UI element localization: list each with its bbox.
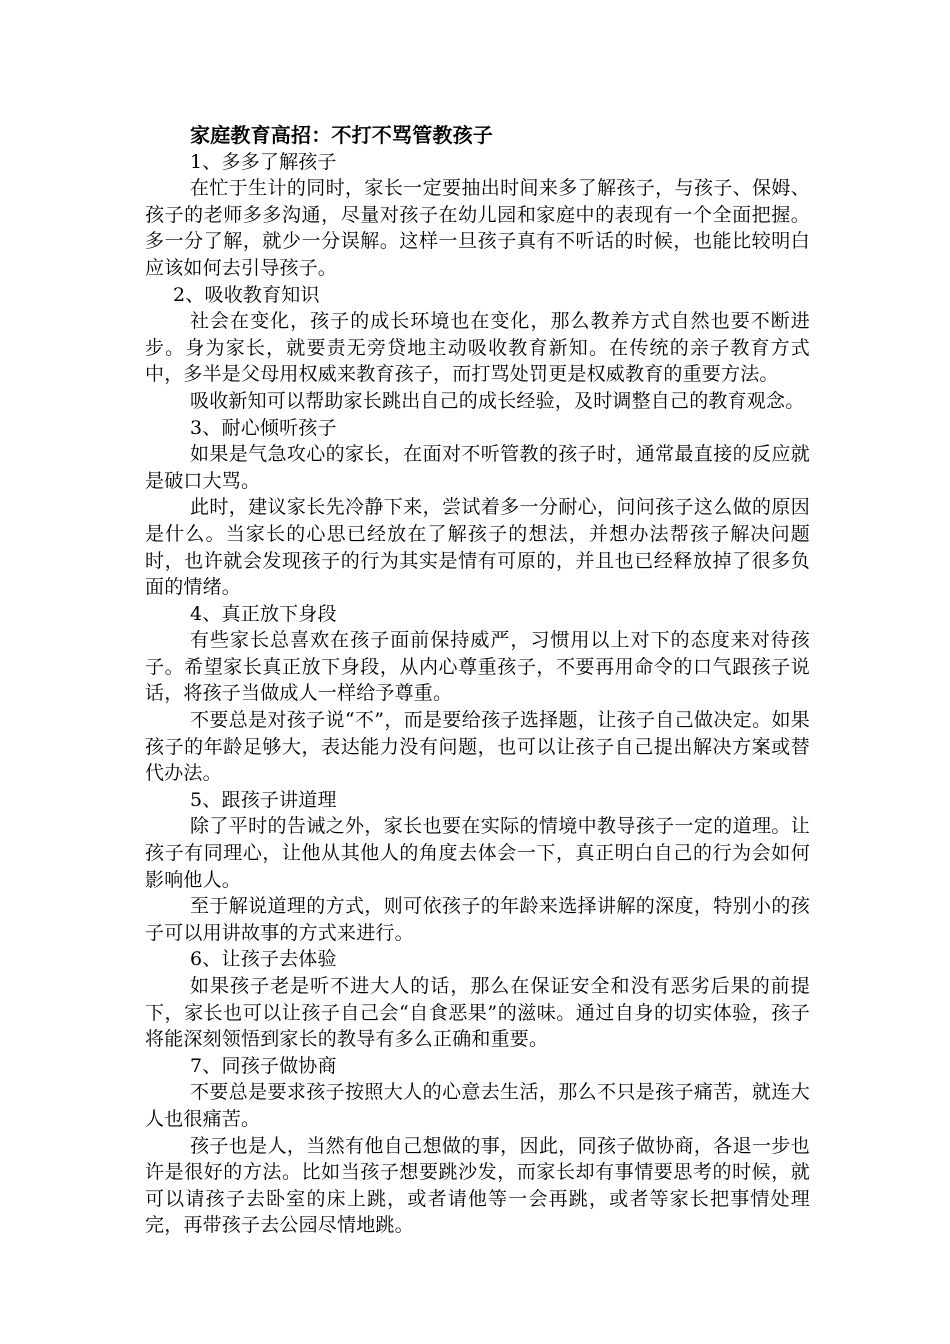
paragraph: 如果孩子老是听不进大人的话，那么在保证安全和没有恶劣后果的前提下，家长也可以让孩子自己会“自食恶果”的滋味。通过自身的切实体验，孩子将能深刻领悟到家长的教导有多么正确和重要。 xyxy=(145,975,810,1051)
document-page xyxy=(145,122,810,1239)
section-heading-2: 2、吸收教育知识 xyxy=(173,283,320,306)
paragraph: 不要总是对孩子说“不”，而是要给孩子选择题，让孩子自己做决定。如果孩子的年龄足够大，表达能力没有问题，也可以让孩子自己提出解决方案或替代办法。 xyxy=(145,709,810,785)
paragraph: 有些家长总喜欢在孩子面前保持威严，习惯用以上对下的态度来对待孩子。希望家长真正放下身段，从内心尊重孩子，不要再用命令的口气跟孩子说话，将孩子当做成人一样给予尊重。 xyxy=(145,629,810,705)
paragraph: 至于解说道理的方式，则可依孩子的年龄来选择讲解的深度，特别小的孩子可以用讲故事的方式来进行。 xyxy=(145,895,810,944)
section-heading-5: 5、跟孩子讲道理 xyxy=(190,788,337,811)
section-heading-1: 1、多多了解孩子 xyxy=(190,150,337,173)
section-heading-6: 6、让孩子去体验 xyxy=(190,948,337,971)
paragraph: 如果是气急攻心的家长，在面对不听管教的孩子时，通常最直接的反应就是破口大骂。 xyxy=(145,443,810,492)
paragraph: 社会在变化，孩子的成长环境也在变化，那么教养方式自然也要不断进步。身为家长，就要责无旁贷地主动吸收教育新知。在传统的亲子教育方式中，多半是父母用权威来教育孩子，而打骂处罚更是权威教育的重要方法。 xyxy=(145,310,810,386)
section-heading-4: 4、真正放下身段 xyxy=(190,602,337,625)
section-heading-7: 7、同孩子做协商 xyxy=(190,1054,337,1077)
section-heading-3: 3、耐心倾听孩子 xyxy=(190,416,337,439)
paragraph: 在忙于生计的同时，家长一定要抽出时间来多了解孩子，与孩子、保姆、孩子的老师多多沟通，尽量对孩子在幼儿园和家庭中的表现有一个全面把握。多一分了解，就少一分误解。这样一旦孩子真有不听话的时候，也能比较明白应该如何去引导孩子。 xyxy=(145,177,810,279)
document-title: 家庭教育高招：不打不骂管教孩子 xyxy=(190,123,493,147)
paragraph: 吸收新知可以帮助家长跳出自己的成长经验，及时调整自己的教育观念。 xyxy=(190,389,805,412)
paragraph: 孩子也是人，当然有他自己想做的事，因此，同孩子做协商，各退一步也许是很好的方法。比如当孩子想要跳沙发，而家长却有事情要思考的时候，就可以请孩子去卧室的床上跳，或者请他等一会再跳，或者等家长把事情处理完，再带孩子去公园尽情地跳。 xyxy=(145,1134,810,1237)
paragraph: 不要总是要求孩子按照大人的心意去生活，那么不只是孩子痛苦，就连大人也很痛苦。 xyxy=(145,1081,810,1130)
paragraph: 除了平时的告诫之外，家长也要在实际的情境中教导孩子一定的道理。让孩子有同理心，让他从其他人的角度去体会一下，真正明白自己的行为会如何影响他人。 xyxy=(145,815,810,891)
paragraph: 此时，建议家长先冷静下来，尝试着多一分耐心，问问孩子这么做的原因是什么。当家长的心思已经放在了解孩子的想法，并想办法帮孩子解决问题时，也许就会发现孩子的行为其实是情有可原的，并且也已经释放掉了很多负面的情绪。 xyxy=(145,496,810,599)
